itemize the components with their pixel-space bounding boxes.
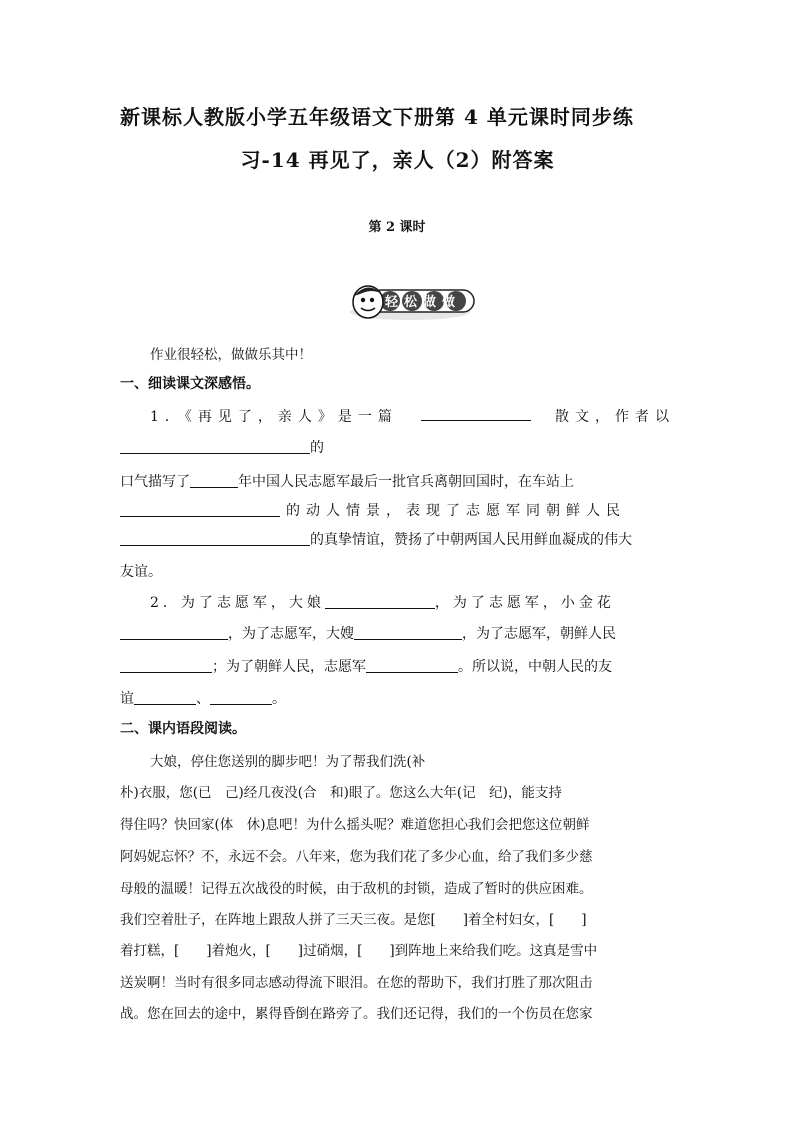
q2-line-2: ，为了志愿军，大嫂 ，为了志愿军，朝鲜人民 [120, 623, 675, 643]
badge-logo [350, 282, 476, 322]
passage-line-6: 我们空着肚子，在阵地上跟敌人拼了三天三夜。是您[ ]着全村妇女，[ ] [120, 912, 587, 928]
title-line-2: 习-14 再见了，亲人（2）附答案 [240, 148, 555, 172]
q2-line-3: ；为了朝鲜人民，志愿军 。所以说，中朝人民的友 [120, 656, 675, 676]
q1-line-2: 的 [120, 437, 675, 457]
title-line-1: 新课标人教版小学五年级语文下册第 4 单元课时同步练 [120, 105, 634, 129]
q1-line-3: 口气描写了 年中国人民志愿军最后一批官兵离朝回国时，在车站上 [120, 474, 574, 490]
passage-line-2: 朴)衣服，您(已 己)经几夜没(合 和)眼了。您这么大年(记 纪)，能支持 [120, 785, 562, 801]
q2-blank-sister-in-law[interactable] [354, 625, 462, 640]
q2-line-4: 谊 、 。 [120, 691, 286, 707]
passage-line-4: 阿妈妮忘怀？不，永远不会。八年来，您为我们花了多少心血，给了我们多少慈 [120, 849, 593, 865]
q1-line-5: 的真挚情谊，赞扬了中朝两国人民用鲜血凝成的伟大 [120, 529, 675, 549]
section1-heading: 一、细读课文深感悟。 [120, 376, 260, 392]
passage-line-1: 大娘，停住您送别的脚步吧！为了帮我们洗(补 [150, 754, 426, 770]
q1-line-6: 友谊。 [120, 564, 162, 580]
q2-blank-jinhua[interactable] [120, 625, 228, 640]
lesson-label: 第 2 课时 [368, 220, 426, 235]
q2-blank-friendship-2[interactable] [210, 690, 272, 705]
page-title [120, 96, 675, 182]
passage-line-7: 着打糕，[ ]着炮火，[ ]过硝烟，[ ]到阵地上来给我们吃。这真是雪中 [120, 943, 598, 959]
q1-blank-friendship[interactable] [120, 531, 310, 546]
cartoon-boy-icon [353, 286, 383, 318]
passage-line-3: 得住吗？快回家(体 休)息吧！为什么摇头呢？难道您担心我们会把您这位朝鲜 [120, 817, 590, 833]
intro-text: 作业很轻松，做做乐其中！ [150, 347, 312, 363]
q1-blank-scene[interactable] [120, 502, 280, 517]
badge-text: 轻松做做 [384, 295, 462, 310]
q1-blank-year[interactable] [190, 473, 238, 488]
q2-blank-friendship-1[interactable] [134, 690, 196, 705]
q1-blank-perspective[interactable] [120, 439, 310, 454]
q2-blank-auntie[interactable] [325, 594, 435, 609]
q2-blank-volunteers[interactable] [366, 658, 458, 673]
section2-heading: 二、课内语段阅读。 [120, 721, 246, 737]
q1-line-1: 1．《再见了，亲人》是一篇 散文，作者以 [150, 406, 675, 426]
passage-line-5: 母般的温暖！记得五次战役的时候，由于敌机的封锁，造成了暂时的供应困难。 [120, 881, 593, 897]
q1-blank-type[interactable] [421, 406, 531, 421]
passage-line-8: 送炭啊！当时有很多同志感动得流下眼泪。在您的帮助下，我们打胜了那次阻击 [120, 975, 593, 991]
q2-line-1: 2．为了志愿军，大娘 ，为了志愿军，小金花 [150, 595, 615, 611]
q2-blank-korean-people[interactable] [120, 658, 212, 673]
q1-line-4: 的动人情景，表现了志愿军同朝鲜人民 [120, 500, 675, 520]
passage-line-9: 战。您在回去的途中，累得昏倒在路旁了。我们还记得，我们的一个伤员在您家 [120, 1006, 593, 1022]
